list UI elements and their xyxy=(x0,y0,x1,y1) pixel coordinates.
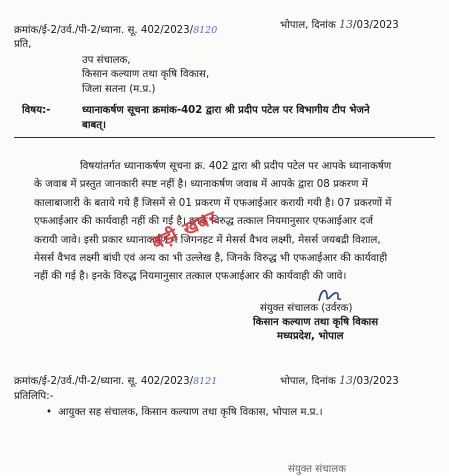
body-line-2: के जवाब में प्रस्तुत जानकारी स्पष्ट नहीं है। ध्यानाकर्षण जवाब में आपके द्वारा 08 प्रकरण में xyxy=(34,178,368,191)
date-suffix: /03/2023 xyxy=(353,20,399,31)
body-line-1 xyxy=(34,157,440,175)
cc-bullet: • xyxy=(46,407,53,418)
signatory-title: संयुक्त संचालक (उर्वरक) xyxy=(260,303,353,314)
signatory-dept: किसान कल्याण तथा कृषि विकास xyxy=(253,317,379,328)
subject-label: विषय:- xyxy=(22,105,51,116)
copy-place-date xyxy=(280,374,399,388)
recipient-line-2: किसान कल्याण तथा कृषि विकास, xyxy=(82,69,210,80)
body-paragraph xyxy=(34,157,440,286)
cc-item: आयुक्त सह संचालक, किसान कल्याण तथा कृषि विकास, भोपाल म.प्र.। xyxy=(58,407,323,418)
pratilipi-label: प्रतिलिपि:- xyxy=(14,391,54,402)
place-date xyxy=(280,18,399,32)
ref-number xyxy=(14,24,217,37)
body-line-4: एफआईआर की कार्यवाही नहीं की गई है। इनके विरुद्ध तत्काल नियमानुसार एफआईआर दर्ज xyxy=(34,215,373,228)
recipient-line-3: जिला सतना (म.प्र.) xyxy=(82,84,156,95)
prati-label: प्रति, xyxy=(14,39,32,50)
place-date-prefix: भोपाल, दिनांक xyxy=(280,20,336,31)
ref-number-text: क्रमांक/ई-2/उर्व./पी-2/ध्याना. सू. 402/2023/ xyxy=(14,25,194,36)
body-line-6: मेसर्स वैभव लक्ष्मी बांधी एवं अन्य का भी उल्लेख है, जिनके विरुद्ध भी एफआईआर की कार्यवाही xyxy=(34,252,388,265)
signatory-place: मध्यप्रदेश, भोपाल xyxy=(277,331,344,342)
copy-ref-number-text: क्रमांक/ई-2/उर्व./पी-2/ध्याना. सू. 402/2023/ xyxy=(14,376,194,387)
copy-ref-number xyxy=(14,375,217,388)
copy-ref-handwritten: 8121 xyxy=(193,376,218,387)
copy-date-suffix: /03/2023 xyxy=(353,376,399,387)
news-stamp: बड़ी खबर xyxy=(148,206,221,255)
subject-divider xyxy=(14,137,435,138)
body-line-3: कालाबाजारी के बताये गये हैं जिसमें से 01 प्रकरण में एफआईआर करायी गयी है। 07 प्रकरणों में xyxy=(34,196,392,209)
copy-date-handwritten: 13 xyxy=(339,374,354,387)
ref-handwritten: 8120 xyxy=(193,25,218,36)
body-line-1-text: विषयांतर्गत ध्यानाकर्षण सूचना क्र. 402 द्वारा श्री प्रदीप पटेल पर आपके ध्यानाकर्षण xyxy=(80,160,392,172)
date-handwritten: 13 xyxy=(339,18,354,31)
body-line-7: नहीं की गई है। इनके विरुद्ध नियमानुसार तत्काल एफआईआर की कार्यवाही की जावे। xyxy=(34,270,347,283)
recipient-line-1: उप संचालक, xyxy=(82,55,131,66)
body-line-5: करायी जावे। इसी प्रकार ध्यानाकर्षण में जिगनहट में मेसर्स वैभव लक्ष्मी, मेसर्स जयबद्री विशाल, xyxy=(34,233,381,246)
subject-line-2: बाबत्। xyxy=(82,120,106,131)
bottom-cut-signatory: संयुक्त संचालक xyxy=(288,464,347,475)
copy-place-date-prefix: भोपाल, दिनांक xyxy=(280,376,336,387)
subject-line-1: ध्यानाकर्षण सूचना क्रमांक-402 द्वारा श्री प्रदीप पटेल पर विभागीय टीप भेजने xyxy=(82,105,370,116)
